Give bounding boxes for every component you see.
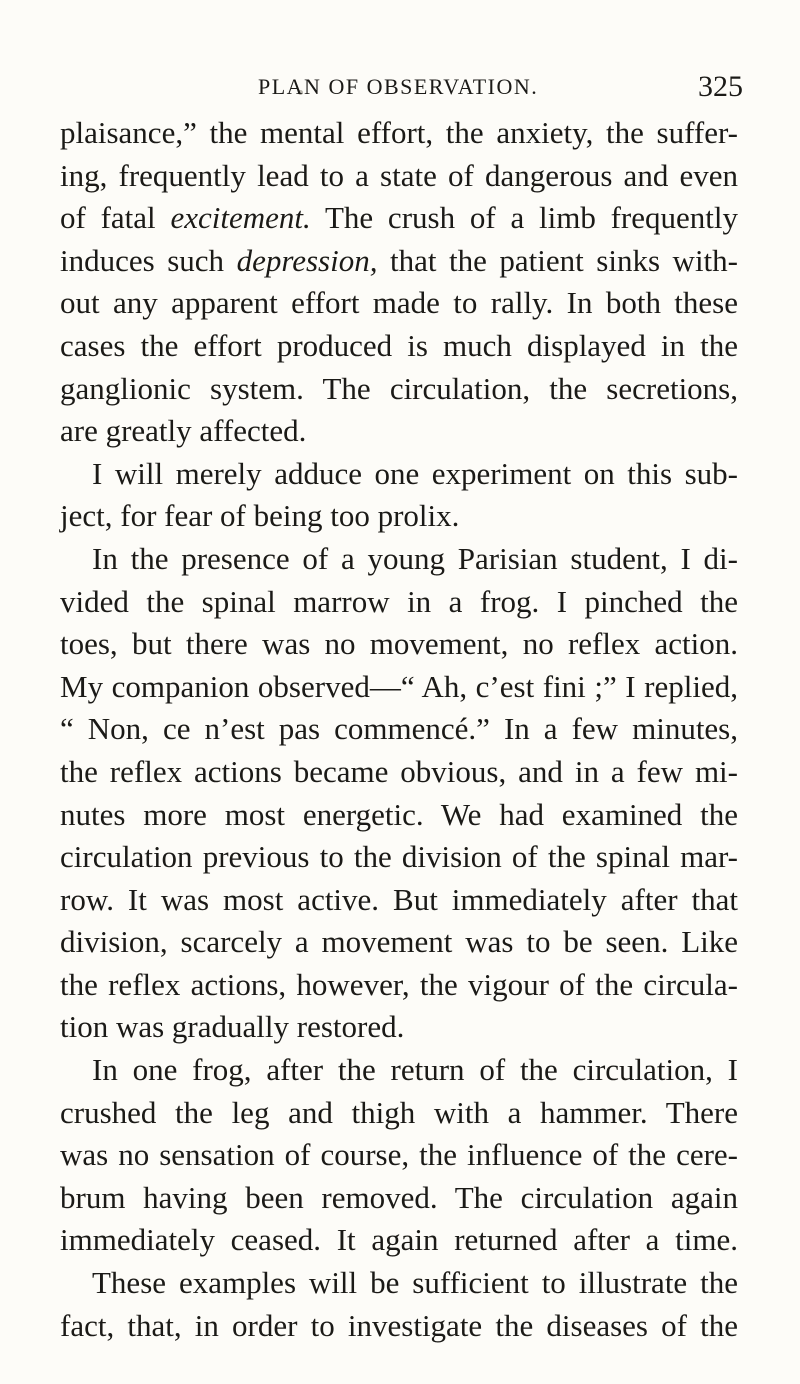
text-line: brum having been removed. The circulation again [60, 1179, 738, 1215]
text-line: vided the spinal marrow in a frog. I pinched the [60, 583, 738, 619]
paragraph-start-line: In the presence of a young Parisian student, I di- [92, 540, 738, 576]
text-line: cases the effort produced is much displayed in the [60, 327, 738, 363]
text-line: the reflex actions, however, the vigour of the circula- [60, 966, 738, 1002]
text-line: was no sensation of course, the influence of the cere- [60, 1137, 738, 1173]
text-line: ganglionic system. The circulation, the secretions, [60, 370, 738, 406]
italic-term: depression, [236, 242, 378, 278]
running-header [0, 70, 800, 110]
text-line: crushed the leg and thigh with a hammer. There [60, 1094, 738, 1130]
text-line: the reflex actions became obvious, and in a few mi- [60, 753, 738, 789]
text-line: immediately ceased. It again returned after a time. [60, 1222, 738, 1258]
text-line: out any apparent effort made to rally. In both these [60, 285, 738, 321]
text-line: circulation previous to the division of the spinal mar- [60, 839, 738, 875]
text-line: of fatal excitement. The crush of a limb frequently [60, 200, 739, 236]
body-text [60, 112, 738, 1347]
text-line: nutes more most energetic. We had examined the [60, 796, 738, 832]
text-line: row. It was most active. But immediately after that [60, 881, 738, 917]
italic-term: excitement. [170, 200, 311, 236]
text-line: division, scarcely a movement was to be seen. Like [60, 924, 738, 960]
text-line: My companion observed—“ Ah, c’est fini ;” I replied, [60, 668, 738, 704]
text-line: ing, frequently lead to a state of dangerous and even [60, 157, 738, 193]
paragraph-start-line: These examples will be sufficient to illustrate the [92, 1265, 738, 1301]
paragraph-start-line: In one frog, after the return of the circulation, I [92, 1052, 738, 1088]
text-line: “ Non, ce n’est pas commencé.” In a few minutes, [60, 711, 738, 747]
text-line: fact, that, in order to investigate the diseases of the [60, 1307, 738, 1343]
text-line: plaisance,” the mental effort, the anxiety, the suffer- [60, 115, 738, 150]
page-number: 325 [698, 70, 743, 103]
text-line: induces such depression, that the patient sinks with- [60, 242, 738, 278]
paragraph-start-line: I will merely adduce one experiment on this sub- [92, 455, 738, 491]
text-line: ject, for fear of being too prolix. [60, 498, 460, 534]
running-title: PLAN OF OBSERVATION. [258, 74, 539, 99]
text-line: toes, but there was no movement, no reflex action. [60, 626, 738, 662]
text-line: tion was gradually restored. [60, 1009, 405, 1045]
text-line: are greatly affected. [60, 413, 307, 449]
